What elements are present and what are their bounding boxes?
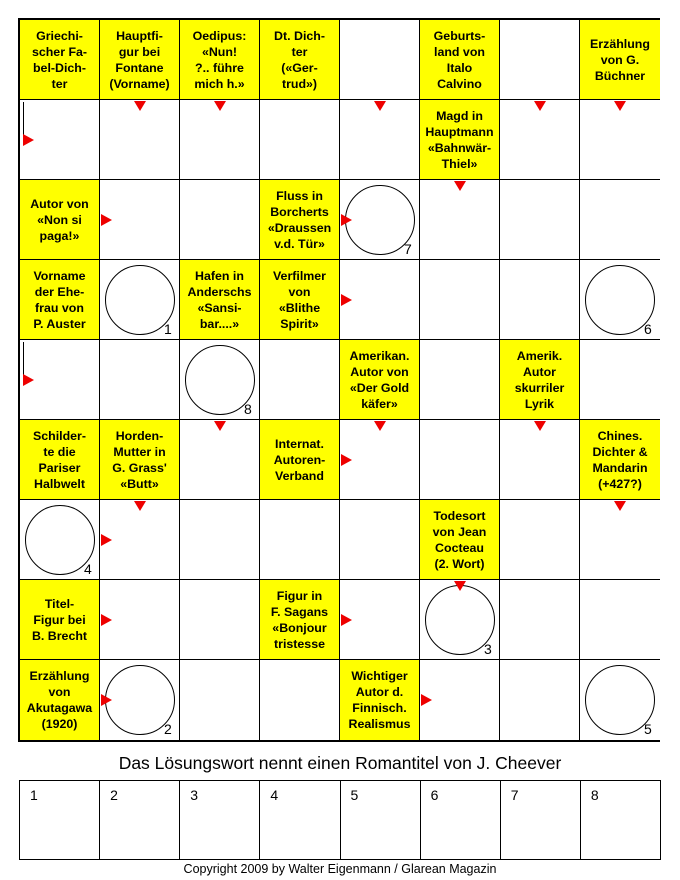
clue-cell: Fluss in Borcherts «Draussen v.d. Tür» bbox=[260, 180, 340, 260]
answer-cell[interactable] bbox=[340, 580, 420, 660]
clue-cell: Amerikan. Autor von «Der Gold käfer» bbox=[340, 340, 420, 420]
answer-cell[interactable] bbox=[340, 20, 420, 100]
solution-letter-number: 7 bbox=[510, 787, 519, 803]
solution-letter-box[interactable] bbox=[100, 781, 180, 859]
arrow-right-icon bbox=[341, 614, 352, 626]
answer-cell[interactable] bbox=[340, 500, 420, 580]
solution-marker-number: 5 bbox=[644, 721, 652, 737]
answer-cell[interactable] bbox=[340, 260, 420, 340]
answer-cell[interactable] bbox=[420, 260, 500, 340]
solution-word-boxes bbox=[19, 780, 661, 860]
answer-cell[interactable] bbox=[100, 180, 180, 260]
answer-cell[interactable] bbox=[580, 500, 660, 580]
clue-cell: Oedipus: «Nun! ?.. führe mich h.» bbox=[180, 20, 260, 100]
answer-cell[interactable] bbox=[340, 100, 420, 180]
answer-cell[interactable] bbox=[260, 660, 340, 740]
copyright-notice: Copyright 2009 by Walter Eigenmann / Glarean Magazin bbox=[183, 862, 497, 876]
answer-cell[interactable] bbox=[260, 340, 340, 420]
answer-cell[interactable] bbox=[180, 100, 260, 180]
clue-cell: Verfilmer von «Blithe Spirit» bbox=[260, 260, 340, 340]
clue-cell: Hafen in Anderschs «Sansi- bar....» bbox=[180, 260, 260, 340]
answer-cell[interactable] bbox=[500, 660, 580, 740]
clue-cell: Titel- Figur bei B. Brecht bbox=[20, 580, 100, 660]
clue-cell: Amerik. Autor skurriler Lyrik bbox=[500, 340, 580, 420]
clue-cell: Magd in Hauptmann «Bahnwär- Thiel» bbox=[420, 100, 500, 180]
answer-cell[interactable] bbox=[420, 420, 500, 500]
arrow-right-icon bbox=[101, 614, 112, 626]
answer-cell[interactable] bbox=[420, 340, 500, 420]
answer-cell[interactable] bbox=[180, 180, 260, 260]
solution-marker-number: 7 bbox=[404, 241, 412, 257]
arrow-right-icon bbox=[341, 294, 352, 306]
arrow-right-icon bbox=[101, 534, 112, 546]
clue-cell: Wichtiger Autor d. Finnisch. Realismus bbox=[340, 660, 420, 740]
answer-cell[interactable] bbox=[580, 100, 660, 180]
solution-letter-number: 1 bbox=[30, 787, 38, 803]
arrow-down-icon bbox=[134, 101, 146, 111]
answer-cell[interactable] bbox=[180, 660, 260, 740]
arrow-down-icon bbox=[454, 181, 466, 191]
answer-cell[interactable] bbox=[500, 580, 580, 660]
solution-marker-number: 1 bbox=[164, 321, 172, 337]
solution-letter-number: 6 bbox=[430, 787, 439, 803]
solution-letter-box[interactable] bbox=[581, 781, 660, 859]
arrow-right-icon bbox=[23, 374, 34, 386]
answer-cell[interactable] bbox=[500, 420, 580, 500]
answer-cell[interactable] bbox=[420, 180, 500, 260]
clue-cell: Autor von «Non si paga!» bbox=[20, 180, 100, 260]
crossword-grid bbox=[18, 18, 660, 742]
arrow-right-icon bbox=[101, 214, 112, 226]
solution-letter-box[interactable] bbox=[260, 781, 340, 859]
arrow-right-icon bbox=[101, 694, 112, 706]
answer-cell[interactable] bbox=[180, 580, 260, 660]
answer-cell[interactable] bbox=[100, 580, 180, 660]
clue-cell: Chines. Dichter & Mandarin (+427?) bbox=[580, 420, 660, 500]
arrow-down-icon bbox=[534, 101, 546, 111]
arrow-down-icon bbox=[614, 501, 626, 511]
clue-cell: Internat. Autoren- Verband bbox=[260, 420, 340, 500]
answer-cell[interactable] bbox=[500, 20, 580, 100]
answer-cell[interactable] bbox=[260, 100, 340, 180]
clue-cell: Horden- Mutter in G. Grass' «Butt» bbox=[100, 420, 180, 500]
arrow-down-icon bbox=[374, 421, 386, 431]
answer-cell[interactable] bbox=[500, 500, 580, 580]
solution-marker-number: 4 bbox=[84, 561, 92, 577]
solution-letter-box[interactable] bbox=[341, 781, 421, 859]
clue-cell: Schilder- te die Pariser Halbwelt bbox=[20, 420, 100, 500]
clue-cell: Erzählung von G. Büchner bbox=[580, 20, 660, 100]
solution-letter-number: 4 bbox=[270, 787, 279, 803]
arrow-down-icon bbox=[134, 501, 146, 511]
answer-cell[interactable] bbox=[340, 420, 420, 500]
answer-cell[interactable] bbox=[100, 500, 180, 580]
clue-cell: Griechi- scher Fa- bel-Dich- ter bbox=[20, 20, 100, 100]
arrow-down-icon bbox=[214, 421, 226, 431]
arrow-down-icon bbox=[534, 421, 546, 431]
answer-cell[interactable] bbox=[500, 180, 580, 260]
answer-cell[interactable] bbox=[260, 500, 340, 580]
solution-letter-number: 8 bbox=[590, 787, 599, 803]
clue-cell: Hauptfi- gur bei Fontane (Vorname) bbox=[100, 20, 180, 100]
clue-cell: Geburts- land von Italo Calvino bbox=[420, 20, 500, 100]
clue-cell: Erzählung von Akutagawa (1920) bbox=[20, 660, 100, 740]
answer-cell[interactable] bbox=[580, 180, 660, 260]
clue-cell: Dt. Dich- ter («Ger- trud») bbox=[260, 20, 340, 100]
solution-marker-number: 3 bbox=[484, 641, 492, 657]
solution-letter-box[interactable] bbox=[501, 781, 581, 859]
arrow-right-icon bbox=[421, 694, 432, 706]
solution-letter-box[interactable] bbox=[180, 781, 260, 859]
solution-marker-number: 6 bbox=[644, 321, 652, 337]
answer-cell[interactable] bbox=[180, 500, 260, 580]
solution-letter-box[interactable] bbox=[20, 781, 100, 859]
answer-cell[interactable] bbox=[100, 100, 180, 180]
answer-cell[interactable] bbox=[580, 340, 660, 420]
puzzle-instruction: Das Lösungswort nennt einen Romantitel von J. Cheever bbox=[118, 753, 562, 773]
arrow-down-icon bbox=[374, 101, 386, 111]
answer-cell[interactable] bbox=[500, 260, 580, 340]
clue-cell: Todesort von Jean Cocteau (2. Wort) bbox=[420, 500, 500, 580]
answer-cell[interactable] bbox=[180, 420, 260, 500]
arrow-right-icon bbox=[341, 454, 352, 466]
solution-letter-number: 2 bbox=[110, 787, 118, 803]
solution-letter-box[interactable] bbox=[421, 781, 501, 859]
arrow-down-icon bbox=[454, 581, 466, 591]
answer-cell[interactable] bbox=[500, 100, 580, 180]
solution-marker-number: 2 bbox=[164, 721, 172, 737]
solution-letter-number: 5 bbox=[350, 787, 359, 803]
arrow-down-icon bbox=[214, 101, 226, 111]
arrow-right-icon bbox=[341, 214, 352, 226]
arrow-right-icon bbox=[23, 134, 34, 146]
answer-cell[interactable] bbox=[100, 340, 180, 420]
solution-marker-number: 8 bbox=[244, 401, 252, 417]
arrow-down-icon bbox=[614, 101, 626, 111]
solution-letter-number: 3 bbox=[190, 787, 199, 803]
clue-cell: Vorname der Ehe- frau von P. Auster bbox=[20, 260, 100, 340]
answer-cell[interactable] bbox=[420, 660, 500, 740]
answer-cell[interactable] bbox=[580, 580, 660, 660]
clue-cell: Figur in F. Sagans «Bonjour tristesse bbox=[260, 580, 340, 660]
